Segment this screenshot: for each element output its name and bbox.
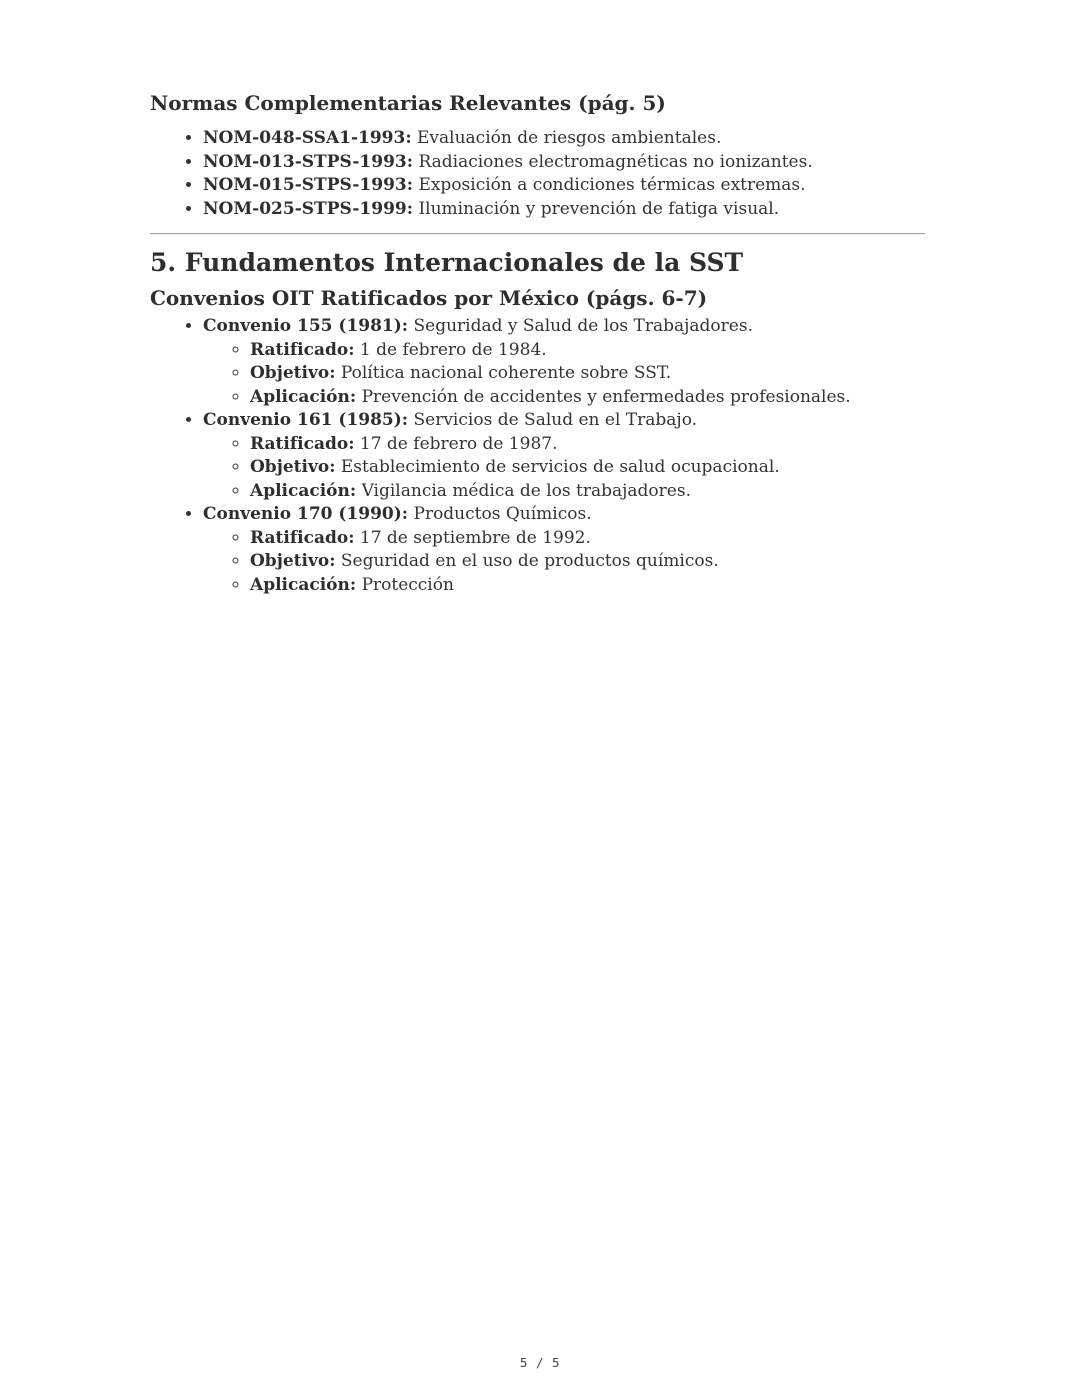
convenio-170-details	[203, 527, 925, 598]
page-number-indicator: 5 / 5	[519, 1355, 561, 1370]
item-label: Convenio 161 (1985):	[203, 410, 409, 430]
list-item-nom-013	[203, 151, 925, 175]
item-text: Vigilancia médica de los trabajadores.	[361, 480, 691, 501]
detail-item-objetivo	[250, 456, 925, 480]
item-text: Prevención de accidentes y enfermedades profesionales.	[361, 386, 851, 407]
list-item-convenio-155	[203, 315, 925, 409]
item-text: 17 de febrero de 1987.	[359, 433, 558, 454]
item-label: Aplicación:	[250, 574, 357, 595]
normas-list	[150, 127, 925, 221]
item-text: Evaluación de riesgos ambientales.	[417, 128, 722, 148]
item-text: Establecimiento de servicios de salud ocupacional.	[340, 457, 780, 477]
item-text: Iluminación y prevención de fatiga visual.	[418, 198, 780, 219]
item-label: Objetivo:	[250, 457, 336, 477]
list-item-convenio-161	[203, 409, 925, 503]
detail-item-aplicacion	[250, 480, 925, 504]
item-label: NOM-015-STPS-1993:	[203, 175, 414, 195]
item-label: Objetivo:	[250, 363, 336, 383]
section-divider	[150, 233, 925, 235]
item-text: 17 de septiembre de 1992.	[359, 527, 591, 548]
item-label: Ratificado:	[250, 527, 355, 548]
item-text: Productos Químicos.	[413, 504, 592, 524]
detail-item-ratificado	[250, 339, 925, 363]
item-label: Ratificado:	[250, 339, 355, 360]
list-item-nom-048	[203, 127, 925, 151]
item-text: Servicios de Salud en el Trabajo.	[413, 410, 698, 430]
detail-item-ratificado	[250, 527, 925, 551]
item-label: Convenio 155 (1981):	[203, 316, 409, 336]
item-text: 1 de febrero de 1984.	[359, 339, 547, 360]
item-label: NOM-048-SSA1-1993:	[203, 128, 412, 148]
item-label: Convenio 170 (1990):	[203, 504, 409, 524]
item-label: Aplicación:	[250, 480, 357, 501]
convenio-155-details	[203, 339, 925, 410]
item-text: Protección	[361, 574, 454, 595]
item-label: Aplicación:	[250, 386, 357, 407]
list-item-convenio-170	[203, 503, 925, 597]
list-item-nom-015	[203, 174, 925, 198]
heading-convenios-oit: Convenios OIT Ratificados por México (págs. 6-7)	[150, 286, 708, 310]
item-label: NOM-025-STPS-1999:	[203, 198, 414, 219]
convenio-161-details	[203, 433, 925, 504]
item-label: NOM-013-STPS-1993:	[203, 151, 414, 172]
detail-item-objetivo	[250, 362, 925, 386]
item-label: Objetivo:	[250, 551, 336, 571]
heading-normas-complementarias: Normas Complementarias Relevantes (pág. 5)	[150, 91, 666, 115]
item-text: Seguridad y Salud de los Trabajadores.	[413, 316, 753, 336]
detail-item-objetivo	[250, 550, 925, 574]
convenios-list	[150, 315, 925, 597]
item-text: Política nacional coherente sobre SST.	[340, 363, 672, 383]
detail-item-aplicacion	[250, 386, 925, 410]
detail-item-aplicacion	[250, 574, 925, 598]
list-item-nom-025	[203, 198, 925, 222]
item-label: Ratificado:	[250, 433, 355, 454]
item-text: Seguridad en el uso de productos químicos.	[340, 551, 719, 571]
heading-fundamentos-internacionales: 5. Fundamentos Internacionales de la SST	[150, 248, 744, 277]
item-text: Exposición a condiciones térmicas extremas.	[418, 175, 806, 195]
item-text: Radiaciones electromagnéticas no ionizantes.	[418, 151, 813, 172]
detail-item-ratificado	[250, 433, 925, 457]
